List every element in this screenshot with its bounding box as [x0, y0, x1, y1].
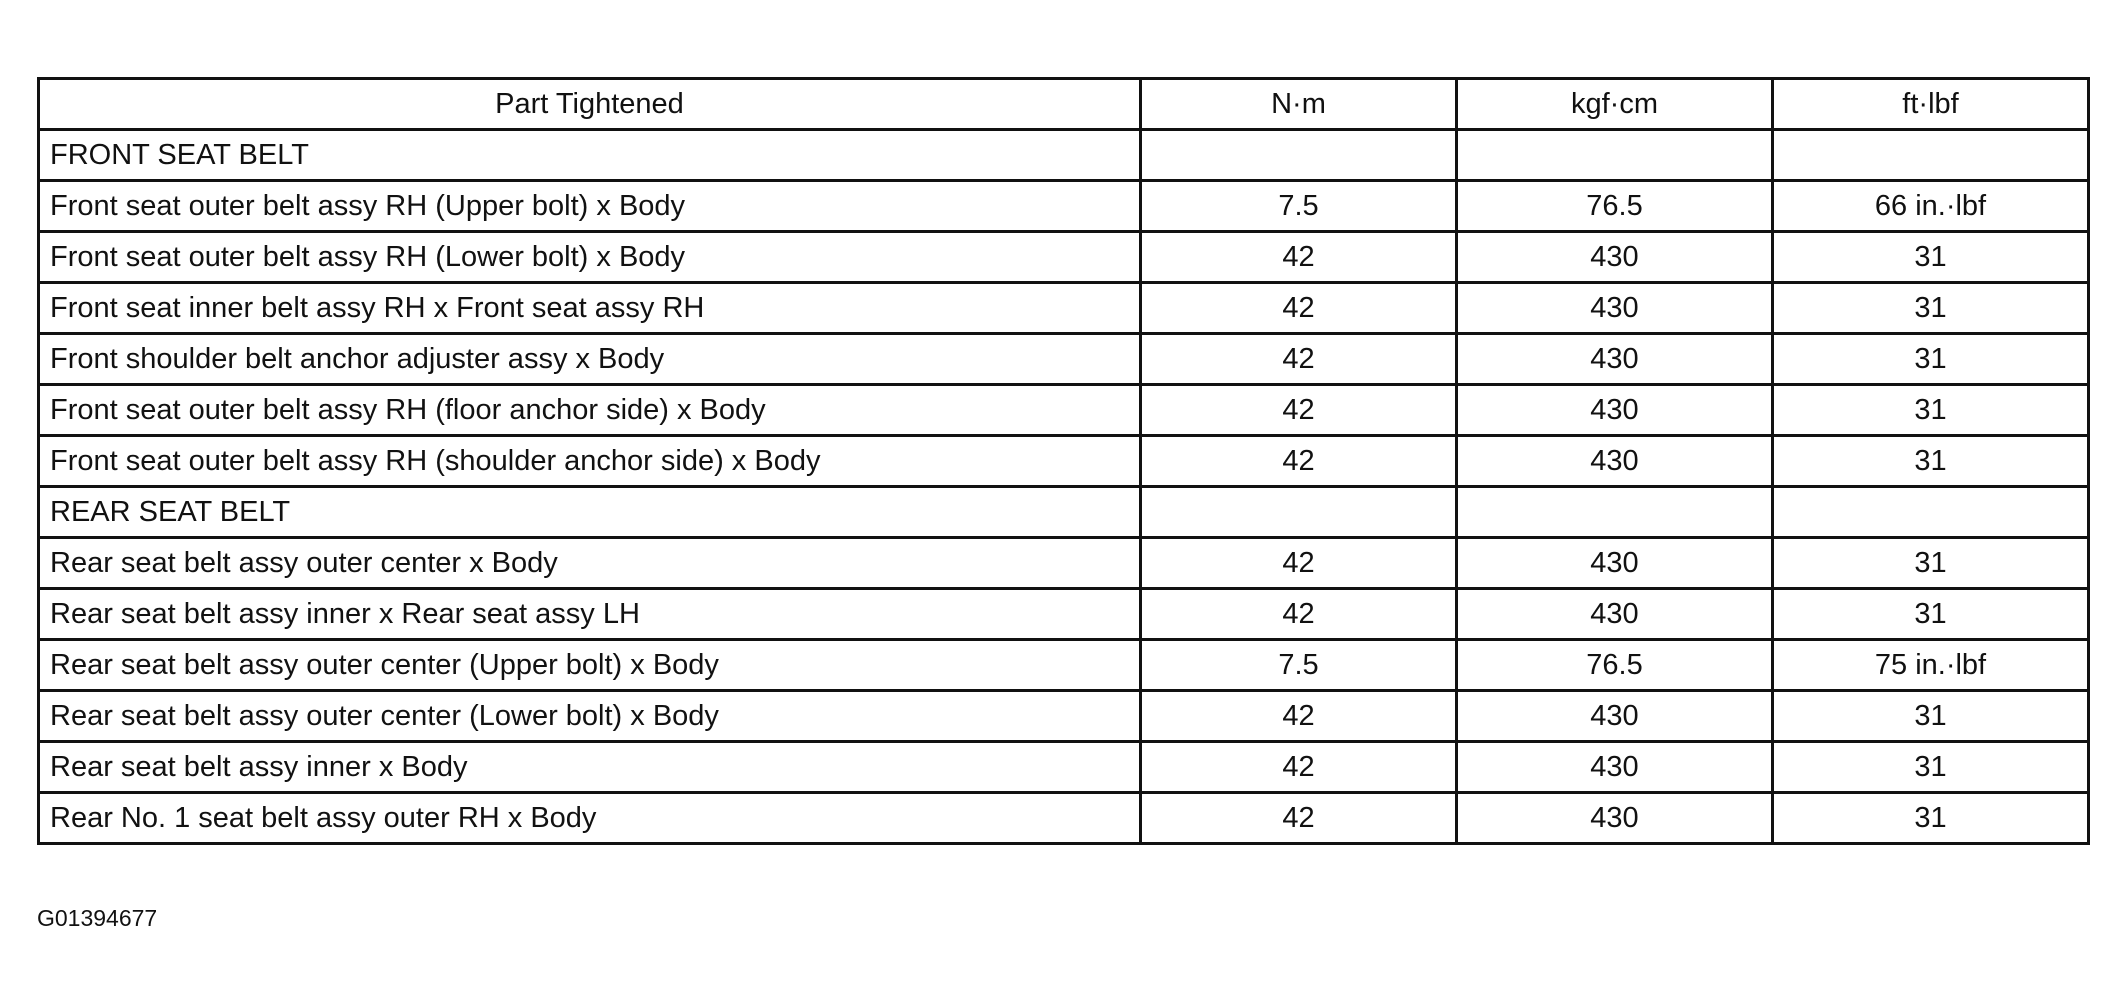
table-row — [39, 436, 2089, 487]
table-row — [39, 691, 2089, 742]
cell-nm: 42 — [1141, 283, 1457, 334]
cell-ft-lbf: 31 — [1773, 691, 2089, 742]
cell-ft-lbf: 66 in.·lbf — [1773, 181, 2089, 232]
cell-part: Rear seat belt assy outer center (Upper bolt) x Body — [39, 640, 1141, 691]
cell-kgf-cm — [1457, 130, 1773, 181]
cell-kgf-cm: 430 — [1457, 334, 1773, 385]
cell-ft-lbf — [1773, 487, 2089, 538]
section-row-front-seat-belt — [39, 130, 2089, 181]
table-row — [39, 385, 2089, 436]
cell-ft-lbf — [1773, 130, 2089, 181]
cell-nm: 42 — [1141, 436, 1457, 487]
cell-kgf-cm: 76.5 — [1457, 640, 1773, 691]
cell-ft-lbf: 31 — [1773, 232, 2089, 283]
cell-ft-lbf: 31 — [1773, 283, 2089, 334]
cell-part: Front seat outer belt assy RH (floor anchor side) x Body — [39, 385, 1141, 436]
section-row-rear-seat-belt — [39, 487, 2089, 538]
cell-nm: 42 — [1141, 385, 1457, 436]
table-row — [39, 232, 2089, 283]
table-header-row — [39, 79, 2089, 130]
cell-nm: 42 — [1141, 334, 1457, 385]
cell-ft-lbf: 31 — [1773, 793, 2089, 844]
figure-id: G01394677 — [37, 905, 158, 931]
table-row — [39, 742, 2089, 793]
cell-kgf-cm: 430 — [1457, 385, 1773, 436]
cell-ft-lbf: 31 — [1773, 742, 2089, 793]
table-row — [39, 589, 2089, 640]
cell-ft-lbf: 75 in.·lbf — [1773, 640, 2089, 691]
table-row — [39, 334, 2089, 385]
cell-kgf-cm: 430 — [1457, 742, 1773, 793]
cell-part: Rear seat belt assy outer center x Body — [39, 538, 1141, 589]
cell-kgf-cm: 430 — [1457, 538, 1773, 589]
header-part-tightened: Part Tightened — [39, 79, 1141, 130]
cell-part: Front seat outer belt assy RH (Upper bolt) x Body — [39, 181, 1141, 232]
table-row — [39, 793, 2089, 844]
cell-part: Rear seat belt assy inner x Rear seat assy LH — [39, 589, 1141, 640]
header-kgf-cm: kgf·cm — [1457, 79, 1773, 130]
cell-ft-lbf: 31 — [1773, 334, 2089, 385]
table-row — [39, 181, 2089, 232]
cell-nm: 42 — [1141, 538, 1457, 589]
cell-ft-lbf: 31 — [1773, 589, 2089, 640]
cell-part: Front seat outer belt assy RH (shoulder anchor side) x Body — [39, 436, 1141, 487]
cell-part: Front shoulder belt anchor adjuster assy x Body — [39, 334, 1141, 385]
section-label: REAR SEAT BELT — [39, 487, 1141, 538]
cell-part: Front seat outer belt assy RH (Lower bolt) x Body — [39, 232, 1141, 283]
table-row — [39, 538, 2089, 589]
cell-kgf-cm: 430 — [1457, 691, 1773, 742]
cell-ft-lbf: 31 — [1773, 436, 2089, 487]
section-label: FRONT SEAT BELT — [39, 130, 1141, 181]
cell-nm: 7.5 — [1141, 181, 1457, 232]
cell-part: Rear seat belt assy outer center (Lower bolt) x Body — [39, 691, 1141, 742]
cell-kgf-cm: 430 — [1457, 436, 1773, 487]
cell-kgf-cm: 430 — [1457, 283, 1773, 334]
table-row — [39, 640, 2089, 691]
cell-kgf-cm: 430 — [1457, 232, 1773, 283]
cell-kgf-cm: 430 — [1457, 589, 1773, 640]
cell-kgf-cm — [1457, 487, 1773, 538]
table-row — [39, 283, 2089, 334]
cell-nm: 42 — [1141, 793, 1457, 844]
header-ft-lbf: ft·lbf — [1773, 79, 2089, 130]
cell-ft-lbf: 31 — [1773, 385, 2089, 436]
cell-nm: 42 — [1141, 232, 1457, 283]
cell-part: Rear seat belt assy inner x Body — [39, 742, 1141, 793]
cell-nm — [1141, 130, 1457, 181]
cell-kgf-cm: 76.5 — [1457, 181, 1773, 232]
header-nm: N·m — [1141, 79, 1457, 130]
cell-nm: 42 — [1141, 691, 1457, 742]
cell-ft-lbf: 31 — [1773, 538, 2089, 589]
cell-kgf-cm: 430 — [1457, 793, 1773, 844]
cell-nm: 7.5 — [1141, 640, 1457, 691]
cell-nm: 42 — [1141, 589, 1457, 640]
cell-nm — [1141, 487, 1457, 538]
cell-part: Rear No. 1 seat belt assy outer RH x Body — [39, 793, 1141, 844]
torque-spec-table — [37, 77, 2090, 845]
cell-part: Front seat inner belt assy RH x Front seat assy RH — [39, 283, 1141, 334]
cell-nm: 42 — [1141, 742, 1457, 793]
